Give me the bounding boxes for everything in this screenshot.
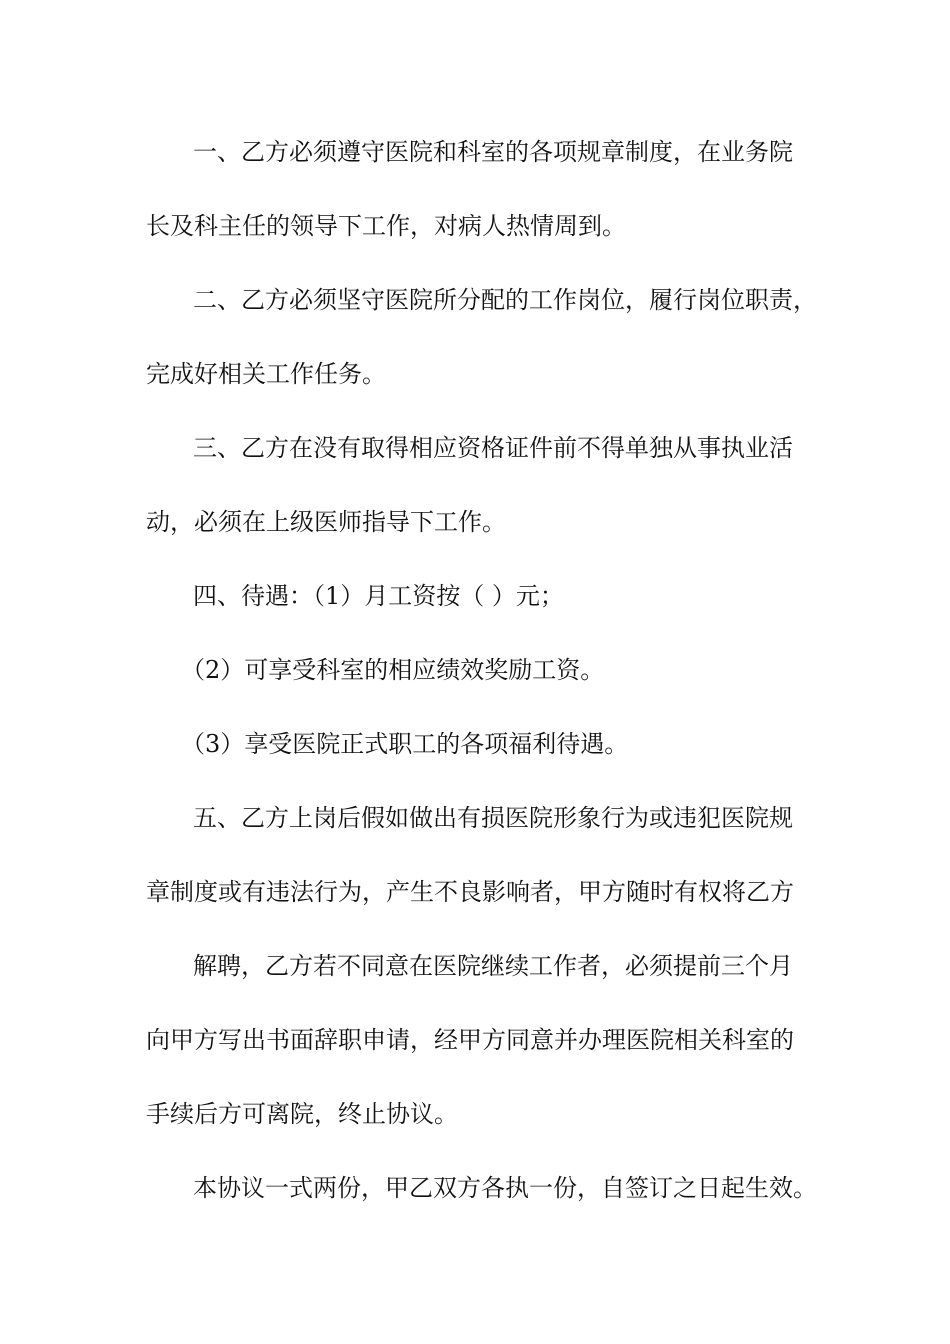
closing-statement: 本协议一式两份，甲乙双方各执一份，自签订之日起生效。 <box>193 1174 817 1202</box>
paragraph-1-line-2: 长及科主任的领导下工作，对病人热情周到。 <box>146 212 626 240</box>
paragraph-5-line-4: 向甲方写出书面辞职申请，经甲方同意并办理医院相关科室的 <box>146 1026 794 1054</box>
paragraph-5-line-3: 解聘，乙方若不同意在医院继续工作者，必须提前三个月 <box>193 952 793 980</box>
paragraph-4-line-2: （2）可享受科室的相应绩效奖励工资。 <box>181 656 605 684</box>
paragraph-2-line-1: 二、乙方必须坚守医院所分配的工作岗位，履行岗位职责， <box>193 286 817 314</box>
paragraph-5-line-1: 五、乙方上岗后假如做出有损医院形象行为或违犯医院规 <box>193 804 793 832</box>
paragraph-4-line-3: （3）享受医院正式职工的各项福利待遇。 <box>181 730 629 758</box>
paragraph-5-line-5: 手续后方可离院，终止协议。 <box>146 1100 458 1128</box>
paragraph-5-line-2: 章制度或有违法行为，产生不良影响者，甲方随时有权将乙方 <box>146 878 794 906</box>
paragraph-3-line-1: 三、乙方在没有取得相应资格证件前不得单独从事执业活 <box>193 434 793 462</box>
paragraph-1-line-1: 一、乙方必须遵守医院和科室的各项规章制度，在业务院 <box>193 138 793 166</box>
paragraph-2-line-2: 完成好相关工作任务。 <box>146 360 386 388</box>
paragraph-3-line-2: 动，必须在上级医师指导下工作。 <box>146 508 506 536</box>
paragraph-4-line-1: 四、待遇：（1）月工资按（ ）元； <box>193 582 564 610</box>
